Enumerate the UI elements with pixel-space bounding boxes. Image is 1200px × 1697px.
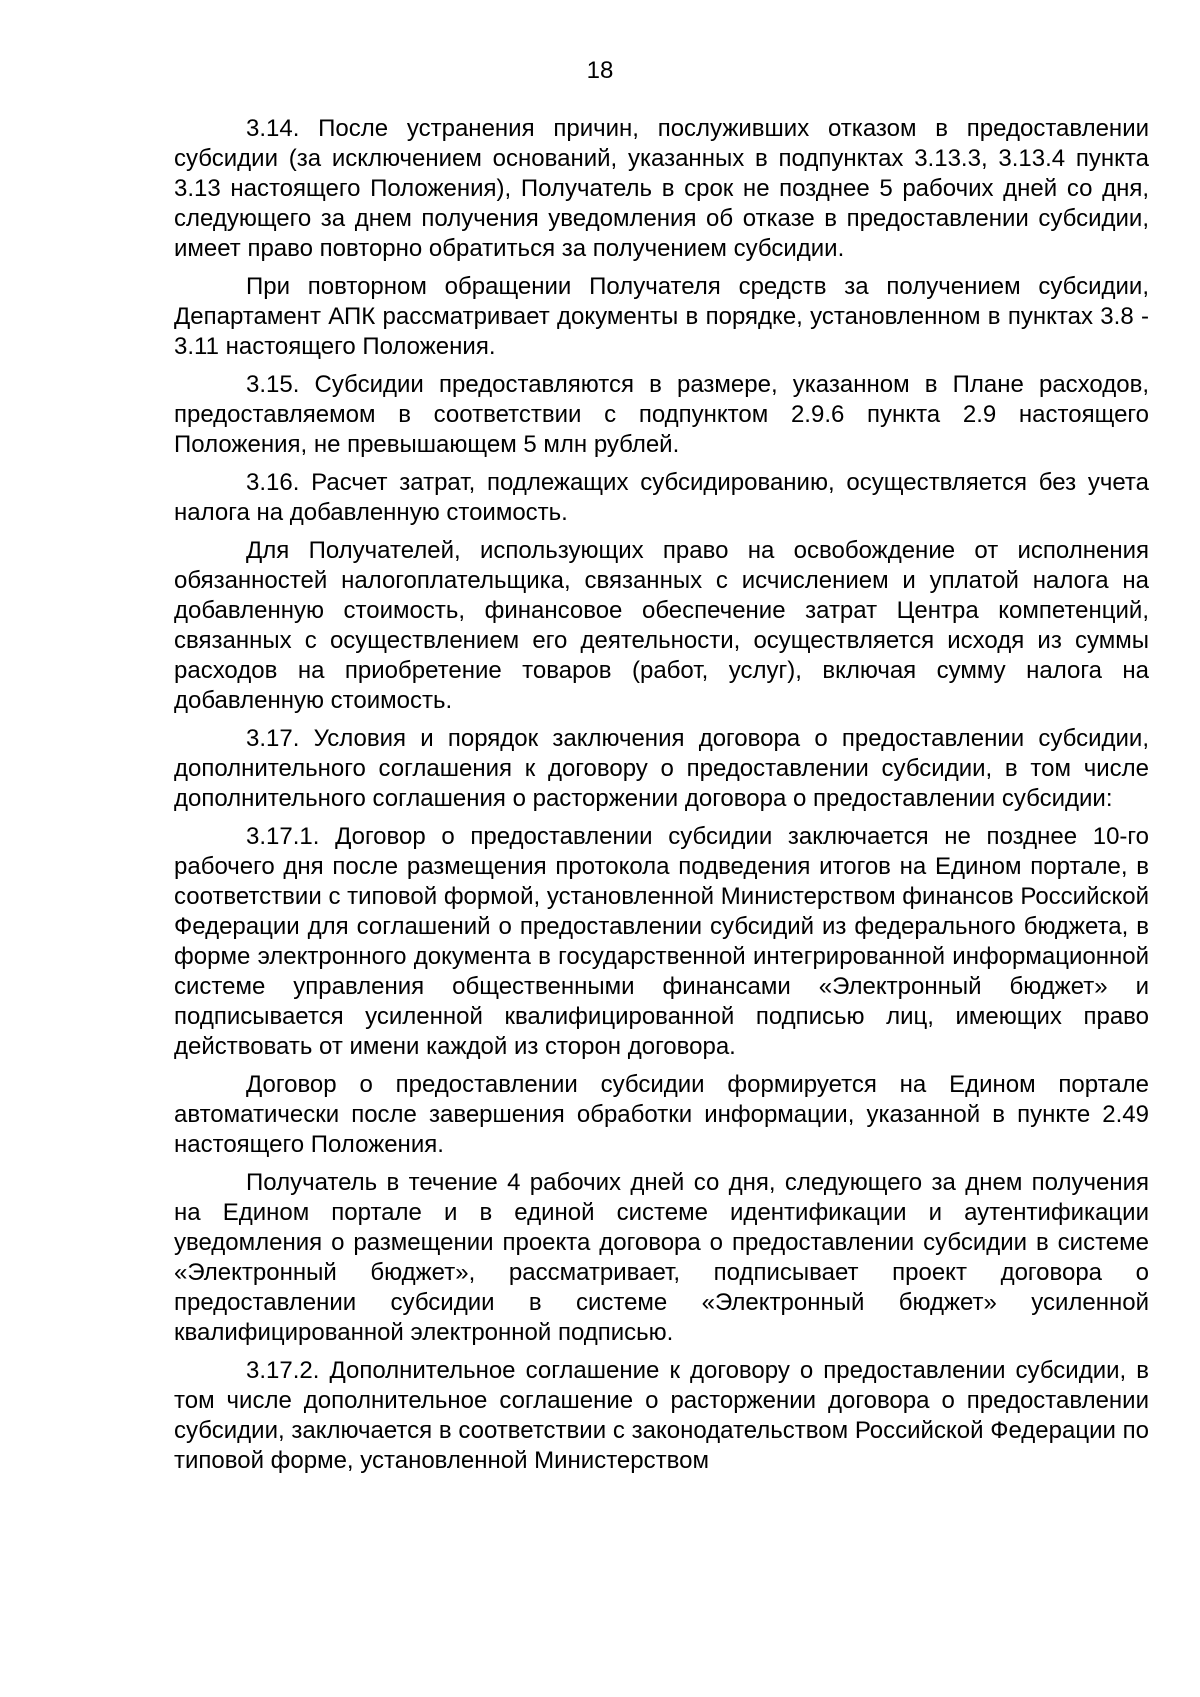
paragraph-contract-formation: Договор о предоставлении субсидии формируется на Едином портале автоматически после завершения обработки информации, указанной в пункте 2.49 настоящего Положения.	[174, 1071, 1149, 1158]
paragraph-3-15: 3.15. Субсидии предоставляются в размере, указанном в Плане расходов, предоставляемом в соответствии с подпунктом 2.9.6 пункта 2.9 настоящего Положения, не превышающем 5 млн рублей.	[174, 371, 1149, 458]
document-body	[174, 114, 1149, 1476]
paragraph-repeat-request: При повторном обращении Получателя средств за получением субсидии, Департамент АПК рассматривает документы в порядке, установленном в пунктах 3.8 - 3.11 настоящего Положения.	[174, 273, 1149, 360]
paragraph-3-16: 3.16. Расчет затрат, подлежащих субсидированию, осуществляется без учета налога на добавленную стоимость.	[174, 469, 1149, 526]
paragraph-3-17-1: 3.17.1. Договор о предоставлении субсидии заключается не позднее 10-го рабочего дня после размещения протокола подведения итогов на Едином портале, в соответствии с типовой формой, установленной Министерством финансов Российской Федерации для соглашений о предоставлении субсидий из федерального бюджета, в форме электронного документа в государственной интегрированной информационной системе управления общественными финансами «Электронный бюджет» и подписывается усиленной квалифицированной подписью лиц, имеющих право действовать от имени каждой из сторон договора.	[174, 823, 1149, 1060]
paragraph-3-17: 3.17. Условия и порядок заключения договора о предоставлении субсидии, дополнительного соглашения к договору о предоставлении субсидии, в том числе дополнительного соглашения о расторжении договора о предоставлении субсидии:	[174, 725, 1149, 812]
paragraph-3-17-2: 3.17.2. Дополнительное соглашение к договору о предоставлении субсидии, в том числе дополнительное соглашение о расторжении договора о предоставлении субсидии, заключается в соответствии с законодательством Российской Федерации по типовой форме, установленной Министерством	[174, 1357, 1149, 1474]
page-number: 18	[586, 57, 614, 84]
paragraph-3-14: 3.14. После устранения причин, послуживших отказом в предоставлении субсидии (за исключением оснований, указанных в подпунктах 3.13.3, 3.13.4 пункта 3.13 настоящего Положения), Получатель в срок не позднее 5 рабочих дней со дня, следующего за днем получения уведомления об отказе в предоставлении субсидии, имеет право повторно обратиться за получением субсидии.	[174, 115, 1149, 262]
paragraph-recipient-signing: Получатель в течение 4 рабочих дней со дня, следующего за днем получения на Едином портале и в единой системе идентификации и аутентификации уведомления о размещении проекта договора о предоставлении субсидии в системе «Электронный бюджет», рассматривает, подписывает проект договора о предоставлении субсидии в системе «Электронный бюджет» усиленной квалифицированной электронной подписью.	[174, 1169, 1149, 1346]
paragraph-vat-exemption: Для Получателей, использующих право на освобождение от исполнения обязанностей налогоплательщика, связанных с исчислением и уплатой налога на добавленную стоимость, финансовое обеспечение затрат Центра компетенций, связанных с осуществлением его деятельности, осуществляется исходя из суммы расходов на приобретение товаров (работ, услуг), включая сумму налога на добавленную стоимость.	[174, 537, 1149, 714]
